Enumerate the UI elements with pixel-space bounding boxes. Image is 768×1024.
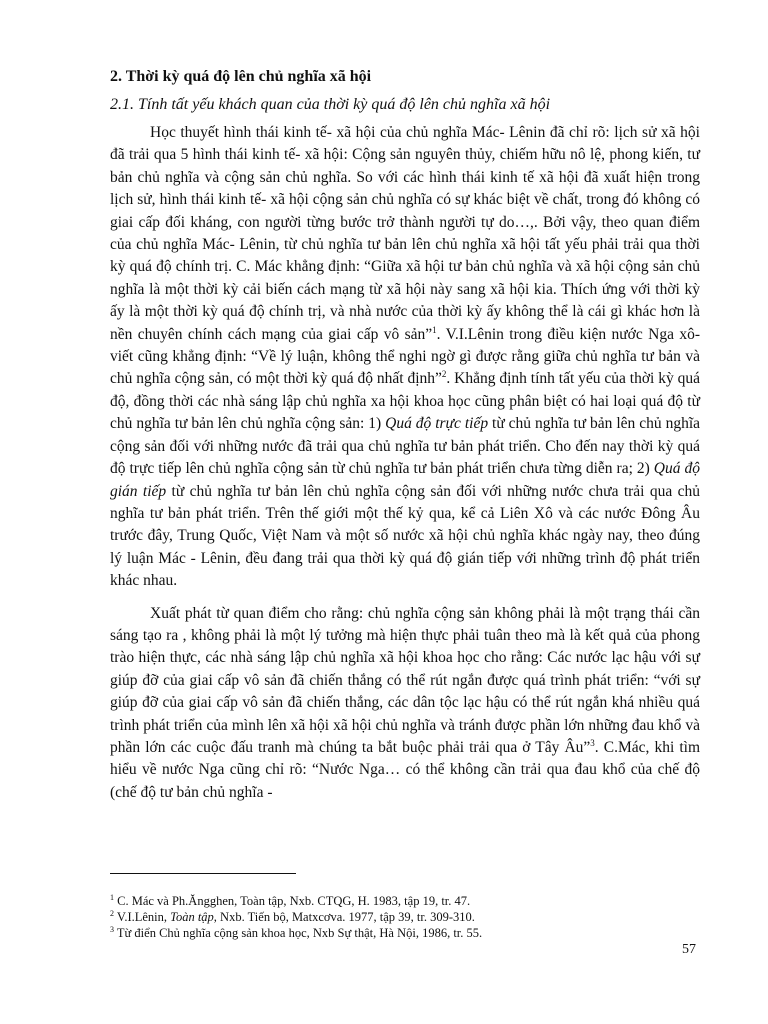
page-number: 57 xyxy=(682,942,696,957)
footnote-divider xyxy=(110,873,296,874)
footnote-number: 1 xyxy=(110,892,114,902)
p1-italic-indirect: Quá độ gián tiếp xyxy=(110,460,700,500)
paragraph-1 xyxy=(110,122,700,593)
section-heading: 2. Thời kỳ quá độ lên chủ nghĩa xã hội xyxy=(110,68,372,85)
footnote-3 xyxy=(110,925,700,941)
p1-italic-direct: Quá độ trực tiếp xyxy=(385,415,489,433)
p2-text-a: Xuất phát từ quan điểm cho rằng: chủ nghĩa cộng sản không phải là một trạng thái cần sáng tạo ra , không phải là một lý tưởng mà hiện thực phải tuân theo mà là kết quả của phong trào hiện thực, các nhà sáng lập chủ nghĩa xã hội khoa học cho rằng: Các nước lạc hậu với sự giúp đỡ của giai cấp vô sản đã chiến thắng có thể rút ngắn được quá trình phát triển: “với sự giúp đỡ của giai cấp vô sản đã chiến thắng, các dân tộc lạc hậu có thể rút ngắn khá nhiều quá trình phát triển của mình lên xã hội xã hội chủ nghĩa và tránh được phần lớn những đau khổ và phần lớn các cuộc đấu tranh mà chúng ta bắt buộc phải trải qua ở Tây Âu” xyxy=(110,604,700,756)
footnote-text: C. Mác và Ph.Ăngghen, Toàn tập, Nxb. CTQG, H. 1983, tập 19, tr. 47. xyxy=(114,894,471,908)
footnote-1 xyxy=(110,893,700,909)
footnote-ref-2[interactable]: 2 xyxy=(441,369,447,380)
footnotes xyxy=(110,893,700,941)
footnote-text: Từ điển Chủ nghĩa cộng sản khoa học, Nxb Sự thật, Hà Nội, 1986, tr. 55. xyxy=(114,926,483,940)
main-content xyxy=(110,66,700,814)
footnote-italic: Toàn tập xyxy=(170,910,214,924)
p1-text-g: từ chủ nghĩa tư bản lên chủ nghĩa cộng sản đối với những nước chưa trải qua chủ nghĩa tư bản phát triển. Trên thế giới một thế kỷ qua, kể cả Liên Xô và các nước Đông Âu trước đây, Trung Quốc, Việt Nam và một số nước xã hội chủ nghĩa khác ngày nay, theo đúng lý luận Mác - Lênin, đều đang trải qua thời kỳ quá độ gián tiếp với những trình độ phát triển khác nhau. xyxy=(110,482,700,590)
footnote-number: 2 xyxy=(110,908,114,918)
p1-text-b: . V.I.Lênin trong điều kiện nước Nga xô- viết cũng khẳng định: “Về lý luận, không thể nghi ngờ gì được rằng giữa chủ nghĩa tư bản và chủ nghĩa cộng sản, có một thời kỳ quá độ nhất định” xyxy=(110,325,700,388)
p2-text-b: . C.Mác, khi tìm hiểu về nước Nga cũng chỉ rõ: “Nước Nga… có thể không cần trải qua đau khổ của chế độ (chế độ tư bản chủ nghĩa - xyxy=(110,738,700,801)
footnote-text-tail: , Nxb. Tiến bộ, Matxcơva. 1977, tập 39, tr. 309-310. xyxy=(213,910,475,924)
paragraph-2 xyxy=(110,603,700,805)
p1-text-c: . Khẳng định tính tất yếu của thời kỳ quá độ, đồng thời các nhà sáng lập chủ nghĩa xa hội khoa học cũng phân biệt có hai loại quá độ từ chủ nghĩa tư bản lên chủ nghĩa cộng sản: 1) xyxy=(110,370,700,433)
footnote-ref-3[interactable]: 3 xyxy=(590,737,595,748)
footnote-number: 3 xyxy=(110,924,114,934)
subsection-heading: 2.1. Tính tất yếu khách quan của thời kỳ quá độ lên chủ nghĩa xã hội xyxy=(110,96,551,113)
p1-text-a: Học thuyết hình thái kinh tế- xã hội của chủ nghĩa Mác- Lênin đã chỉ rõ: lịch sử xã hội đã trải qua 5 hình thái kinh tế- xã hội: Cộng sản nguyên thủy, chiếm hữu nô lệ, phong kiến, tư bản chủ nghĩa và cộng sản chủ nghĩa. So với các hình thái kinh tế xã hội đã xuất hiện trong lịch sử, hình thái kinh tế- xã hội cộng sản chủ nghĩa có sự khác biệt về chất, trong đó không có giai cấp đối kháng, con người từng bước trở thành người tự do…,. Bởi vậy, theo quan điểm của chủ nghĩa Mác- Lênin, từ chủ nghĩa tư bản lên chủ nghĩa xã hội tất yếu phải trải qua thời kỳ quá độ chính trị. C. Mác khẳng định: “Giữa xã hội tư bản chủ nghĩa và xã hội cộng sản chủ nghĩa là một thời kỳ cải biến cách mạng từ xã hội này sang xã hội kia. Thích ứng với thời kỳ ấy là một thời kỳ quá độ chính trị, và nhà nước của thời kỳ ấy không thể là cái gì khác hơn là nền chuyên chính cách mạng của giai cấp vô sản” xyxy=(110,124,700,343)
footnote-2 xyxy=(110,909,700,925)
footnote-text: V.I.Lênin, xyxy=(114,910,171,924)
footnote-ref-1[interactable]: 1 xyxy=(432,324,437,335)
p1-text-e: từ chủ nghĩa tư bản lên chủ nghĩa cộng sản đối với những nước đã trải qua chủ nghĩa tư bản phát triển. Cho đến nay thời kỳ quá độ trực tiếp lên chủ nghĩa cộng sản từ chủ nghĩa tư bản phát triển chưa từng diễn ra; 2) xyxy=(110,415,700,478)
